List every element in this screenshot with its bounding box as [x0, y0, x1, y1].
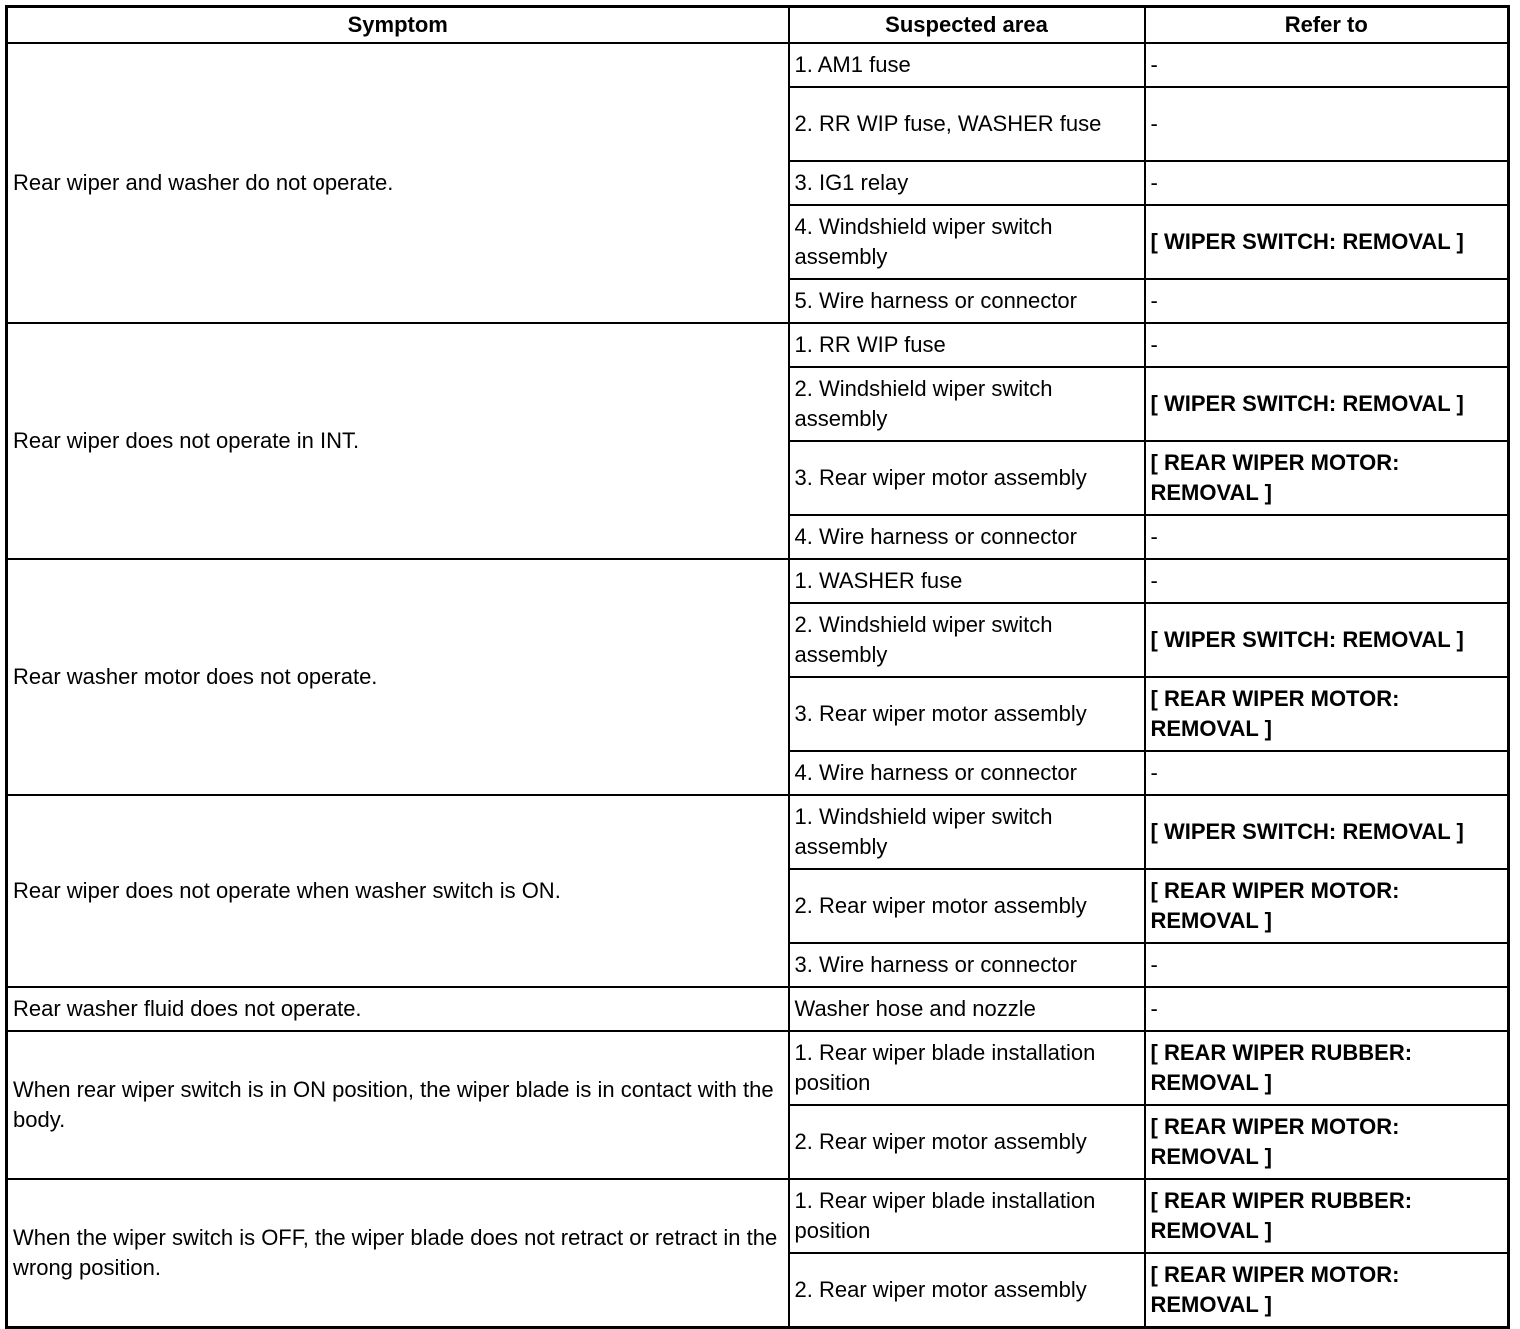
suspected-area-cell: 1. WASHER fuse: [789, 559, 1145, 603]
suspected-area-cell: 2. Rear wiper motor assembly: [789, 1105, 1145, 1179]
suspected-area-cell: 4. Wire harness or connector: [789, 515, 1145, 559]
suspected-area-cell: 5. Wire harness or connector: [789, 279, 1145, 323]
suspected-area-cell: 1. Rear wiper blade installation position: [789, 1179, 1145, 1253]
symptom-cell: Rear washer motor does not operate.: [7, 559, 789, 795]
refer-to-link[interactable]: [ WIPER SWITCH: REMOVAL ]: [1145, 205, 1509, 279]
table-row: [7, 795, 1509, 869]
refer-to-cell: -: [1145, 987, 1509, 1031]
refer-to-link[interactable]: [ WIPER SWITCH: REMOVAL ]: [1145, 603, 1509, 677]
suspected-area-cell: 3. Rear wiper motor assembly: [789, 441, 1145, 515]
refer-to-cell: -: [1145, 751, 1509, 795]
table-row: [7, 323, 1509, 367]
table-row: [7, 1031, 1509, 1105]
suspected-area-cell: 1. RR WIP fuse: [789, 323, 1145, 367]
refer-to-cell: -: [1145, 43, 1509, 87]
suspected-area-cell: 2. RR WIP fuse, WASHER fuse: [789, 87, 1145, 161]
table-body: [7, 43, 1509, 1328]
suspected-area-cell: 1. Windshield wiper switch assembly: [789, 795, 1145, 869]
refer-to-link[interactable]: [ REAR WIPER MOTOR: REMOVAL ]: [1145, 869, 1509, 943]
symptom-cell: Rear wiper does not operate when washer switch is ON.: [7, 795, 789, 987]
refer-to-cell: -: [1145, 161, 1509, 205]
symptom-cell: Rear washer fluid does not operate.: [7, 987, 789, 1031]
refer-to-cell: -: [1145, 87, 1509, 161]
table-row: [7, 559, 1509, 603]
header-symptom: Symptom: [7, 7, 789, 44]
suspected-area-cell: 3. Rear wiper motor assembly: [789, 677, 1145, 751]
refer-to-link[interactable]: [ REAR WIPER RUBBER: REMOVAL ]: [1145, 1031, 1509, 1105]
suspected-area-cell: 1. AM1 fuse: [789, 43, 1145, 87]
symptom-cell: When the wiper switch is OFF, the wiper blade does not retract or retract in the wrong position.: [7, 1179, 789, 1328]
refer-to-cell: -: [1145, 279, 1509, 323]
symptom-cell: Rear wiper does not operate in INT.: [7, 323, 789, 559]
suspected-area-cell: 2. Windshield wiper switch assembly: [789, 603, 1145, 677]
suspected-area-cell: 3. Wire harness or connector: [789, 943, 1145, 987]
refer-to-link[interactable]: [ WIPER SWITCH: REMOVAL ]: [1145, 795, 1509, 869]
refer-to-cell: -: [1145, 559, 1509, 603]
refer-to-cell: -: [1145, 515, 1509, 559]
table-header-row: [7, 7, 1509, 44]
suspected-area-cell: 2. Rear wiper motor assembly: [789, 869, 1145, 943]
refer-to-link[interactable]: [ REAR WIPER MOTOR: REMOVAL ]: [1145, 1105, 1509, 1179]
refer-to-link[interactable]: [ REAR WIPER MOTOR: REMOVAL ]: [1145, 441, 1509, 515]
troubleshooting-table: [5, 5, 1510, 1329]
suspected-area-cell: 4. Wire harness or connector: [789, 751, 1145, 795]
refer-to-link[interactable]: [ REAR WIPER MOTOR: REMOVAL ]: [1145, 1253, 1509, 1328]
refer-to-link[interactable]: [ REAR WIPER RUBBER: REMOVAL ]: [1145, 1179, 1509, 1253]
suspected-area-cell: 2. Rear wiper motor assembly: [789, 1253, 1145, 1328]
suspected-area-cell: 3. IG1 relay: [789, 161, 1145, 205]
refer-to-link[interactable]: [ WIPER SWITCH: REMOVAL ]: [1145, 367, 1509, 441]
symptom-cell: When rear wiper switch is in ON position, the wiper blade is in contact with the body.: [7, 1031, 789, 1179]
table-row: [7, 987, 1509, 1031]
suspected-area-cell: Washer hose and nozzle: [789, 987, 1145, 1031]
suspected-area-cell: 4. Windshield wiper switch assembly: [789, 205, 1145, 279]
suspected-area-cell: 1. Rear wiper blade installation position: [789, 1031, 1145, 1105]
suspected-area-cell: 2. Windshield wiper switch assembly: [789, 367, 1145, 441]
refer-to-cell: -: [1145, 323, 1509, 367]
refer-to-cell: -: [1145, 943, 1509, 987]
header-suspected-area: Suspected area: [789, 7, 1145, 44]
refer-to-link[interactable]: [ REAR WIPER MOTOR: REMOVAL ]: [1145, 677, 1509, 751]
table-row: [7, 1179, 1509, 1253]
symptom-cell: Rear wiper and washer do not operate.: [7, 43, 789, 323]
table-row: [7, 43, 1509, 87]
header-refer-to: Refer to: [1145, 7, 1509, 44]
